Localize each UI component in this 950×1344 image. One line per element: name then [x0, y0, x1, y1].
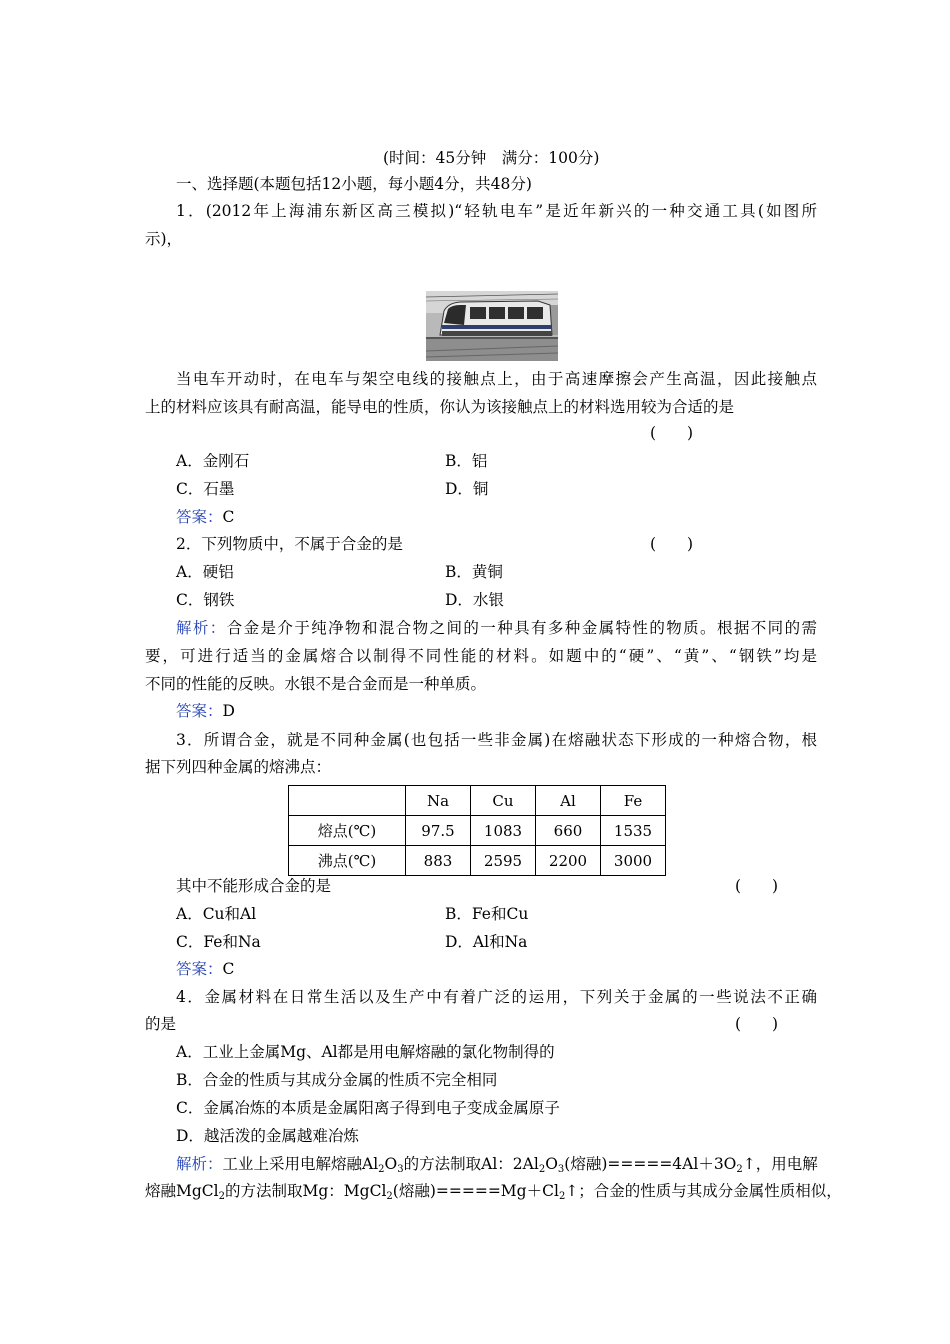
q2-stem: 2．下列物质中，不属于合金的是: [176, 535, 403, 553]
answer-label: 答案：: [176, 702, 223, 720]
table-header-cell: [289, 786, 406, 816]
subscript: 3: [557, 1164, 565, 1175]
q1-option-a: A．金刚石: [176, 452, 250, 470]
q4-analysis-line-2: [145, 1180, 842, 1202]
q4-option-b: B．合金的性质与其成分金属的性质不完全相同: [176, 1071, 498, 1089]
table-header-cell: Al: [536, 786, 601, 816]
q3-option-c: C．Fe和Na: [176, 933, 261, 951]
tram-image: [426, 291, 558, 361]
table-cell: 3000: [601, 846, 666, 876]
answer-value: C: [222, 508, 235, 526]
analysis-text: 的方法制取Al：2Al: [403, 1155, 539, 1173]
table-row: [289, 846, 666, 876]
table-header-row: [289, 786, 666, 816]
analysis-text: (熔融)=====4Al＋3O: [564, 1155, 737, 1173]
table-cell: 2200: [536, 846, 601, 876]
q1-stem-line-1: 1．(2012年上海浦东新区高三模拟)“轻轨电车”是近年新兴的一种交通工具(如图所: [176, 202, 817, 220]
subscript: 2: [558, 1191, 566, 1202]
q3-stem-line-1: 3．所谓合金，就是不同种金属(也包括一些非金属)在熔融状态下形成的一种熔合物，根: [176, 731, 817, 749]
table-cell: 2595: [471, 846, 536, 876]
table-cell: 沸点(℃): [289, 846, 406, 876]
q1-body-line-1: 当电车开动时，在电车与架空电线的接触点上，由于高速摩擦会产生高温，因此接触点: [176, 370, 817, 388]
section-title: 一、选择题(本题包括12小题，每小题4分，共48分): [176, 175, 532, 193]
subscript: 2: [378, 1164, 385, 1175]
subscript: 2: [218, 1191, 225, 1202]
q2-answer-blank: ( ): [650, 535, 694, 553]
q1-option-d: D．铜: [445, 480, 489, 498]
q2-option-d: D．水银: [445, 591, 504, 609]
table-cell: 660: [536, 816, 601, 846]
answer-label: 答案：: [176, 960, 223, 978]
analysis-text: (熔融)=====Mg＋Cl: [392, 1182, 559, 1200]
q4-stem-line-2: 的是: [145, 1015, 177, 1033]
q4-option-d: D．越活泼的金属越难冶炼: [176, 1127, 359, 1145]
table-cell: 1535: [601, 816, 666, 846]
q3-answer: [176, 958, 234, 980]
analysis-text: ↑；合金的性质与其成分金属性质相似，: [565, 1182, 842, 1200]
q1-option-b: B．铝: [445, 452, 488, 470]
analysis-text: 工业上采用电解熔融Al: [222, 1155, 379, 1173]
q2-option-b: B．黄铜: [445, 563, 503, 581]
q4-answer-blank: ( ): [735, 1015, 779, 1033]
q4-option-a: A．工业上金属Mg、Al都是用电解熔融的氯化物制得的: [176, 1043, 555, 1061]
q1-option-c: C．石墨: [176, 480, 235, 498]
q1-stem-line-2: 示)，: [145, 230, 183, 248]
answer-value: C: [222, 960, 235, 978]
q3-option-b: B．Fe和Cu: [445, 905, 529, 923]
q2-answer: [176, 700, 235, 722]
q1-body-line-2: 上的材料应该具有耐高温，能导电的性质，你认为该接触点上的材料选用较为合适的是: [145, 398, 735, 416]
q1-answer: [176, 506, 234, 528]
analysis-text: 合金是介于纯净物和混合物之间的一种具有多种金属特性的物质。根据不同的需: [226, 619, 817, 637]
analysis-label: 解析：: [176, 619, 227, 637]
q4-option-c: C．金属冶炼的本质是金属阳离子得到电子变成金属原子: [176, 1099, 560, 1117]
q2-option-a: A．硬铝: [176, 563, 234, 581]
table-row: [289, 816, 666, 846]
answer-value: D: [222, 702, 235, 720]
analysis-text: 熔融MgCl: [145, 1182, 219, 1200]
q4-analysis-line-1: [176, 1153, 818, 1175]
subscript: 2: [386, 1191, 393, 1202]
light-rail-tram-photo: [426, 291, 558, 361]
time-score-header: (时间：45分钟 满分：100分): [383, 149, 600, 167]
subscript: 3: [397, 1164, 404, 1175]
table-header-cell: Cu: [471, 786, 536, 816]
table-header-cell: Fe: [601, 786, 666, 816]
table-header-cell: Na: [406, 786, 471, 816]
subscript: 2: [538, 1164, 546, 1175]
q3-question: 其中不能形成合金的是: [176, 877, 332, 895]
analysis-label: 解析：: [176, 1155, 223, 1173]
q2-analysis-line-1: [176, 617, 817, 639]
table-cell: 883: [406, 846, 471, 876]
subscript: 2: [736, 1164, 743, 1175]
melting-boiling-point-table: [288, 785, 666, 876]
analysis-text: O: [545, 1155, 558, 1173]
answer-label: 答案：: [176, 508, 223, 526]
analysis-text: ↑，用电解: [742, 1155, 818, 1173]
q4-stem-line-1: 4．金属材料在日常生活以及生产中有着广泛的运用，下列关于金属的一些说法不正确: [176, 988, 817, 1006]
q3-option-a: A．Cu和Al: [176, 905, 257, 923]
q3-stem-line-2: 据下列四种金属的熔沸点：: [145, 758, 332, 776]
q2-option-c: C．钢铁: [176, 591, 235, 609]
table-cell: 熔点(℃): [289, 816, 406, 846]
analysis-text: O: [384, 1155, 398, 1173]
q2-analysis-line-2: 要，可进行适当的金属熔合以制得不同性能的材料。如题中的“硬”、“黄”、“钢铁”均是: [145, 647, 817, 665]
q3-answer-blank: ( ): [735, 877, 779, 895]
q1-answer-blank: ( ): [650, 424, 694, 442]
table-cell: 97.5: [406, 816, 471, 846]
q2-analysis-line-3: 不同的性能的反映。水银不是合金而是一种单质。: [145, 675, 487, 693]
table-cell: 1083: [471, 816, 536, 846]
q3-option-d: D．Al和Na: [445, 933, 528, 951]
analysis-text: 的方法制取Mg：MgCl: [225, 1182, 387, 1200]
